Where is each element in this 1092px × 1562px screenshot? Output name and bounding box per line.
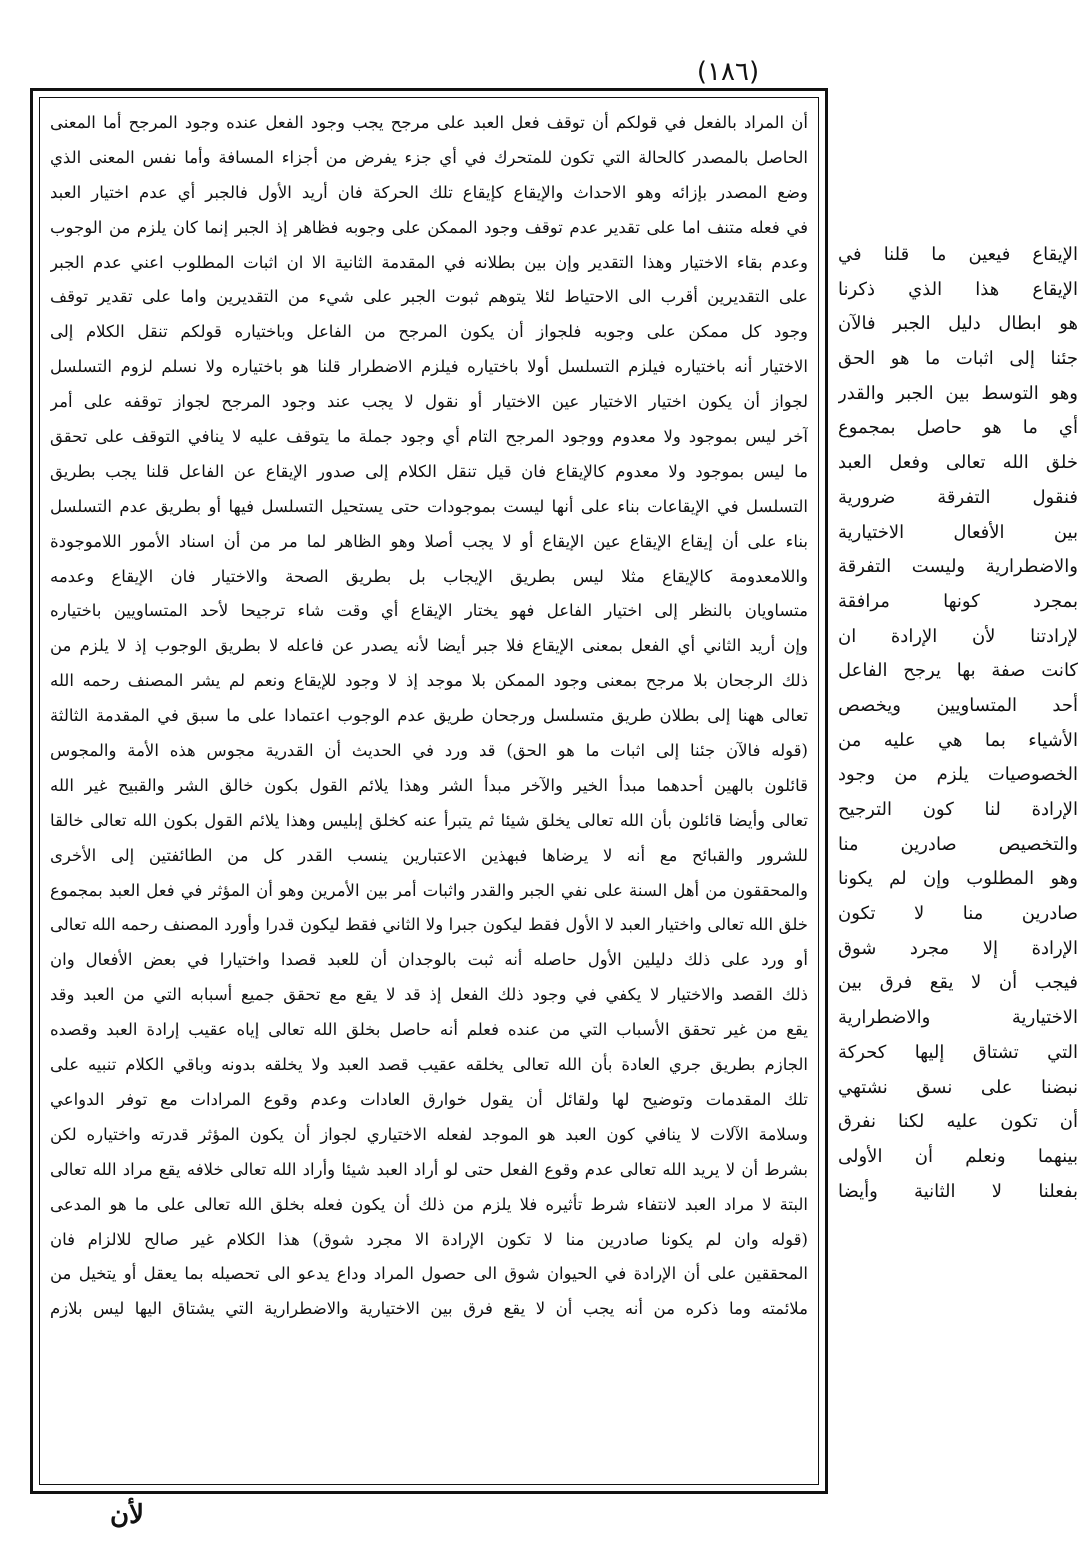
- margin-text-line: فنقول التفرقة ضرورية: [838, 486, 1078, 508]
- main-text-line: بشرط أن لا يريد الله تعالى عدم وقوع الفعل حتى لو أراد العبد شيئا وأراد الله تعالى خلافه يقع مراد الله تعالى: [50, 1159, 808, 1179]
- margin-text-line: أي ما هو حاصل بمجموع: [838, 417, 1078, 439]
- main-text-body: [50, 106, 808, 1327]
- main-text-line: وسلامة الآلات لا ينافي كون العبد هو الموجد لفعله الاختياري لجواز أن يكون المؤثر قدرته واختياره لكن: [50, 1124, 808, 1144]
- main-text-line: ذلك الرجحان بلا مرجح بمعنى وجود الممكن بلا موجد إذ لا وجود للإيقاع ونعم لم يشر المصنف رحمه الله: [50, 671, 808, 691]
- margin-text-line: وهو التوسط بين الجبر والقدر: [838, 382, 1078, 404]
- margin-text-line: صادرين منا لا تكون: [838, 903, 1078, 925]
- margin-text-line: لإرادتنا لأن الإرادة ان: [838, 625, 1078, 647]
- main-text-frame: [30, 88, 828, 1494]
- main-text-line: للشرور والقبائح مع أنه لا يرضاها فبهذين الاعتبارين ينسب القدر كل من الطائفتين إلى الأخرى: [50, 845, 808, 865]
- margin-text-line: الأشياء بما هي عليه من: [838, 729, 1078, 751]
- main-text-line: تلك المقدمات وتوضيح لها ولقائل أن يقول خوارق العادات وعدم وقوع المرادات مع توفر الدواعي: [50, 1089, 808, 1109]
- main-text-line: في فعله متنف اما على تقدير عدم توقف وجود الممكن على وجوبه فظاهر إذ الجبر إنما كان يلزم من الوجوب: [50, 217, 808, 237]
- catchword: لأن: [110, 1500, 144, 1530]
- margin-text-line: بمجرد كونها مرافقة: [838, 590, 1078, 612]
- main-text-line: وجود كل ممكن على وجوبه فلجواز أن يكون المرجح من الفاعل وباختياره قولكم تنقل الكلام إلى: [50, 322, 808, 342]
- margin-text-line: الإيقاع هذا الذي ذكرنا: [838, 278, 1078, 300]
- margin-text-line: جئنا إلى اثبات ما هو الحق: [838, 348, 1078, 370]
- margin-text-line: نبضنا على نسق نشتهي: [838, 1076, 1078, 1098]
- main-text-line: ما ليس بموجود ولا معدوم كالإيقاع فان قيل تنقل الكلام إلى صدور الإيقاع عن الفاعل قلنا يجب بطريق: [50, 461, 808, 481]
- main-text-line: واللامعدومة كالإيقاع مثلا ليس بطريق الإيجاب بل بطريق الصحة والاختيار فان الإيقاع وعدمه: [50, 566, 808, 586]
- main-text-line: وإن أريد الثاني أي الفعل بمعنى الإيقاع فلا جبر أيضا لأنه يصدر عن فاعله لا بطريق الوجوب إذ لا يلزم من: [50, 636, 808, 656]
- main-text-line: الاختيار أنه باختياره فيلزم التسلسل أولا باختياره فيلزم الاضطرار قلنا هو باختياره ولا نسلم لزوم التسلسل: [50, 357, 808, 377]
- main-text-line: بناء على أن إيقاع الإيقاع عين الإيقاع أو لا يجب أصلا وهو الظاهر لما مر من أن اسناد الأمور اللاموجودة: [50, 531, 808, 551]
- main-text-line: الجازم بطريق جري العادة بأن الله تعالى يخلقه عقيب قصد العبد ولا يخلقه بدونه وباقي الكلام تنبيه على: [50, 1055, 808, 1075]
- margin-text-line: الخصوصيات يلزم من وجود: [838, 764, 1078, 786]
- main-text-line: متساويان بالنظر إلى اختيار الفاعل فهو يختار الإيقاع أي وقت شاء ترجيحا لأحد المتساويين باختياره: [50, 601, 808, 621]
- margin-text-line: وهو المطلوب وإن لم يكونا: [838, 868, 1078, 890]
- main-text-line: أو ورد على ذلك دليلين الأول حاصله أنه ثبت بالوجدان أن للعبد قصدا واختيارا في بعض الأفعال وان: [50, 950, 808, 970]
- margin-text-line: الإرادة إلا مجرد شوق: [838, 937, 1078, 959]
- main-text-line: الحاصل بالمصدر كالحالة التي تكون للمتحرك في أي جزء يفرض من أجزاء المسافة وأما نفس المعنى الذي: [50, 147, 808, 167]
- main-text-line: التسلسل في الإيقاعات بناء على أنها ليست بموجودات حتى يستحيل التسلسل فيها أو بطريق عدم التسلسل: [50, 496, 808, 516]
- main-text-line: قائلون بالهين أحدهما مبدأ الخير والآخر مبدأ الشر وهذا يلائم القول بكون خالق الشر والقبيح غير الله: [50, 775, 808, 795]
- main-text-line: وعدم بقاء الاختيار وهذا التقدير وإن بين بطلانه في المقدمة الثانية الا ان اثبات المطلوب اعني عدم الجبر: [50, 252, 808, 272]
- main-text-line: تعالى وأيضا قائلون بأن الله تعالى يخلق شيئا ثم يتبرأ عنه كخلق إبليس وهذا يلائم القول بكون الله تعالى خالقا: [50, 810, 808, 830]
- main-text-line: وضع المصدر بإزائه وهو الاحداث والإيقاع كإيقاع تلك الحركة فان أريد الأول فالجبر أي عدم اختيار العبد: [50, 182, 808, 202]
- main-text-line: ذلك القصد والاختيار لا يكفي في وجود ذلك الفعل إذ قد لا يقع مع تحقق جميع أسبابه التي من العبد وقد: [50, 985, 808, 1005]
- margin-text-line: الإيقاع فيعين ما قلنا في: [838, 244, 1078, 265]
- main-text-line: خلق الله تعالى واختيار العبد لا الأول فقط ليكون جبرا ولا الثاني فقط ليكون قدرا وأورد المصنف رحمه الله تعالى: [50, 915, 808, 935]
- margin-text-line: أن تكون عليه لكنا نفرق: [838, 1111, 1078, 1133]
- main-text-line: والمحققون من أهل السنة على نفي الجبر والقدر واثبات أمر بين الأمرين وهو أن المؤثر في فعل العبد بمجموع: [50, 880, 808, 900]
- margin-text-line: فيجب أن لا يقع فرق بين: [838, 972, 1078, 994]
- main-text-line: ملائمته وما ذكره من أنه يجب أن لا يقع فرق بين الاختيارية والاضطرارية التي يشتاق اليها ليس بلازم: [50, 1299, 808, 1319]
- margin-text-line: الاختيارية والاضطرارية: [838, 1007, 1078, 1029]
- margin-text-line: بينهما ونعلم أن الأولى: [838, 1145, 1078, 1167]
- margin-text-line: والاضطرارية وليست التفرقة: [838, 556, 1078, 578]
- margin-text-line: كانت صفة بها يرجح الفاعل: [838, 660, 1078, 682]
- margin-text-line: والتخصيص صادرين منا: [838, 833, 1078, 855]
- margin-text-line: التي تشتاق إليها كحركة: [838, 1041, 1078, 1063]
- main-text-line: (قوله وان لم يكونا صادرين منا لا تكون الإرادة الا مجرد شوق) هذا الكلام غير صالح للالزام فان: [50, 1229, 808, 1249]
- main-text-line: أن المراد بالفعل في قولكم أن توقف فعل العبد على مرجح يجب وجود الفعل عنده وجود المرجح أما المعنى: [50, 113, 808, 132]
- main-text-line: (قوله فالآن جئنا إلى اثبات ما هو الحق) قد ورد في الحديث أن القدرية مجوس هذه الأمة والمجوس: [50, 741, 808, 761]
- main-text-line: على التقديرين أقرب الى الاحتياط لئلا يتوهم ثبوت الجبر على شيء من التقديرين واما على تقدير توقف: [50, 287, 808, 307]
- margin-text-line: هو ابطال دليل الجبر فالآن: [838, 313, 1078, 335]
- margin-text-line: بفعلنا لا الثانية وأيضا: [838, 1180, 1078, 1202]
- main-text-line: المحققين على أن الإرادة في الحيوان شوق الى حصول المراد وداع يدعو الى تحصيله بما يعقل أو يتخيل من: [50, 1264, 808, 1284]
- margin-text-line: خلق الله تعالى وفعل العبد: [838, 452, 1078, 474]
- main-text-line: البتة لا مراد العبد لانتفاء شرط تأثيره فلا يلزم من ذلك أن يكون فعله بخلق الله تعالى على ما هو المدعى: [50, 1194, 808, 1214]
- margin-commentary-body: [838, 238, 1078, 1209]
- margin-commentary: [838, 238, 1078, 1328]
- main-text-line: لجواز أن يكون اختيار الاختيار عين الاختيار أو نقول لا يجب عند وجود المرجح لجواز توقفه على أمر: [50, 392, 808, 412]
- main-text-line: تعالى ههنا إلى بطلان طريق متسلسل ورجحان طريق عدم الوجوب اعتمادا على ما سبق في المقدمة الثالثة: [50, 706, 808, 726]
- main-text-line: يقع من غير تحقق الأسباب التي من عنده فعلم أنه حاصل بخلق الله تعالى إياه عقيب إرادة العبد وقصده: [50, 1020, 808, 1040]
- page-number: (١٨٦): [696, 57, 760, 87]
- margin-text-line: بين الأفعال الاختيارية: [838, 521, 1078, 543]
- margin-text-line: أحد المتساويين ويخصص: [838, 694, 1078, 716]
- main-text-line: آخر ليس بموجود ولا معدوم ووجود المرجح التام أي وجود جملة ما يتوقف عليه لا ينافي التوقف على تحقق: [50, 427, 808, 447]
- main-text-inner-border: [39, 97, 819, 1485]
- margin-text-line: الإرادة لنا كون الترجيح: [838, 799, 1078, 820]
